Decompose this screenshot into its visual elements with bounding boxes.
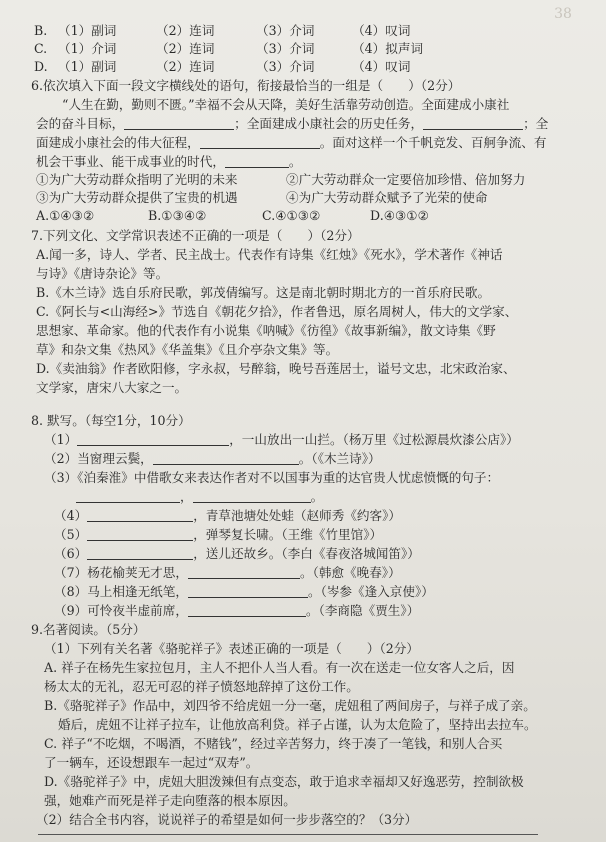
q8-item-2: （2）当窗理云鬓， 。（《木兰诗》） xyxy=(44,451,381,466)
q9-option-b-line1[interactable]: B.《骆驼祥子》作品中，刘四爷不给虎妞一分一毫，虎妞租了两间房子，与祥子成了亲。 xyxy=(44,698,536,713)
q8-item-7: （7）杨花榆荚无才思， 。（韩愈《晚春》） xyxy=(54,565,401,580)
q8-item-5: （5） ，弹琴复长啸。（王维《竹里馆》） xyxy=(54,527,383,542)
q8-item-8: （8）马上相逢无纸笔， 。（岑参《逢入京使》） xyxy=(54,584,434,599)
q8-item-3-blanks: ， 。 xyxy=(76,489,323,505)
q8-blank-5[interactable] xyxy=(87,528,193,541)
q7-option-c-line1[interactable]: C.《阿长与<山海经>》节选自《朝花夕拾》，作者鲁迅，原名周树人，伟大的文学家、 xyxy=(36,304,518,319)
q7-option-c-line2: 思想家、革命家。他的代表作有小说集《呐喊》《彷徨》《故事新编》，散文诗集《野 xyxy=(36,323,496,338)
q9-option-c-line1[interactable]: C. 祥子“不吃烟，不喝酒，不赌钱”，经过辛苦努力，终于凑了一笔钱，和别人合买 xyxy=(44,736,503,751)
q9-option-b-line2: 婚后，虎妞不让祥子拉车，让他放高利贷。祥子占谨，认为太危险了，坚持出去拉车。 xyxy=(58,717,537,732)
q7-option-c-line3: 草》和杂文集《热风》《华盖集》《且介亭杂文集》等。 xyxy=(36,342,339,357)
q6-blank-2[interactable] xyxy=(423,117,523,130)
q8-item-4: （4） ，青草池塘处处蛙（赵师秀《约客》） xyxy=(54,508,401,523)
q8-blank-7[interactable] xyxy=(188,566,300,579)
q6-choice-3: ③为广大劳动群众提供了宝贵的机遇 xyxy=(36,190,238,205)
q7-option-a-line1[interactable]: A.闻一多，诗人、学者、民主战士。代表作有诗集《红烛》《死水》，学术著作《神话 xyxy=(36,247,503,262)
q6-answer-d[interactable]: D.④③①② xyxy=(370,208,429,223)
q5-option-d[interactable]: D. （1）副词 （2）连词 （3）介词 （4）叹词 xyxy=(34,59,411,74)
q8-item-3: （3）《泊秦淮》中借歌女来表达作者对不以国事为重的达官贵人忧虑愤慨的句子： xyxy=(44,470,500,485)
q8-blank-1[interactable] xyxy=(77,433,229,446)
q6-blank-4[interactable] xyxy=(225,155,289,168)
q9-stem: 9.名著阅读。（5分） xyxy=(31,622,146,637)
q6-answer-a[interactable]: A.①④③② xyxy=(36,208,95,223)
q8-blank-3a[interactable] xyxy=(76,490,180,503)
faded-score-mark: 38 xyxy=(554,6,572,22)
q9-answer-line[interactable] xyxy=(38,834,538,835)
q9-sub1-stem: （1）下列有关名著《骆驼祥子》表述正确的一项是（ ）（2分） xyxy=(44,641,419,656)
q6-paragraph-line4: 机会干事业、能干成事业的时代， 。 xyxy=(36,154,302,169)
q5-option-b[interactable]: B. （1）副词 （2）连词 （3）介词 （4）叹词 xyxy=(34,23,411,38)
q6-answers xyxy=(36,208,429,224)
q8-item-1: （1） ，一山放出一山拦。（杨万里《过松源晨炊漆公店》） xyxy=(44,432,519,447)
q7-option-d-line1[interactable]: D.《卖油翁》作者欧阳修，字永叔，号醉翁，晚号吾莲居士，谥号文忠，北宋政治家、 xyxy=(36,361,516,376)
q6-paragraph-line3: 面建成小康社会的伟大征程， 。面对这样一个千帆竞发、百舸争流、有 xyxy=(36,135,547,150)
q8-item-9: （9）可怜夜半虚前席， 。（李商隐《贾生》） xyxy=(54,603,420,618)
q8-blank-6[interactable] xyxy=(87,547,193,560)
q6-choice-2: ②广大劳动群众一定要倍加珍惜、倍加努力 xyxy=(286,172,526,187)
q6-paragraph-line2: 会的奋斗目标， ；全面建成小康社会的历史任务， ；全 xyxy=(36,116,549,131)
q8-blank-4[interactable] xyxy=(87,509,193,522)
q5-option-c[interactable]: C. （1）介词 （2）连词 （3）介词 （4）拟声词 xyxy=(34,41,424,56)
q8-blank-3b[interactable] xyxy=(193,490,311,503)
q8-stem: 8. 默写。（每空1分，10分） xyxy=(31,413,191,428)
q9-sub2-stem: （2）结合全书内容，说说祥子的希望是如何一步步落空的？（3分） xyxy=(36,812,418,827)
q7-option-a-line2: 与诗》《唐诗杂论》等。 xyxy=(36,266,169,281)
q9-option-a-line2: 杨太太的无礼，忍无可忍的祥子愤怒地辞掉了这份工作。 xyxy=(44,679,359,694)
q7-option-b[interactable]: B.《木兰诗》选自乐府民歌，郭茂倩编写。这是南北朝时期北方的一首乐府民歌。 xyxy=(36,285,491,300)
q7-stem: 7.下列文化、文学常识表述不正确的一项是（ ）（2分） xyxy=(31,228,360,243)
q9-option-c-line2: 了一辆车，还设想跟车一起过“双寿”。 xyxy=(44,755,259,770)
q7-option-d-line2: 文学家，唐宋八大家之一。 xyxy=(36,380,188,395)
q8-blank-9[interactable] xyxy=(188,604,306,617)
q8-blank-2[interactable] xyxy=(153,452,299,465)
q6-choice-1: ①为广大劳动群众指明了光明的未来 xyxy=(36,172,238,187)
q8-item-6: （6） ，送儿还故乡。（李白《春夜洛城闻笛》） xyxy=(54,546,420,561)
q6-answer-c[interactable]: C.④①③② xyxy=(262,208,321,223)
q6-paragraph-line1: “人生在勤，勤则不匮。”幸福不会从天降，美好生活靠劳动创造。全面建成小康社 xyxy=(62,97,510,112)
q9-option-d-line1[interactable]: D.《骆驼祥子》中，虎妞大胆泼辣但有点变态，敢于追求幸福却又好逸恶劳，控制欲极 xyxy=(44,774,524,789)
q6-choice-4: ④为广大劳动群众赋予了光荣的使命 xyxy=(286,190,488,205)
q6-stem: 6.依次填入下面一段文字横线处的语句，衔接最恰当的一组是（ ）（2分） xyxy=(31,78,461,93)
q6-answer-b[interactable]: B.①③④② xyxy=(148,208,207,223)
q9-option-a-line1[interactable]: A. 祥子在杨先生家拉包月，主人不把仆人当人看。有一次在送走一位女客人之后，因 xyxy=(44,660,515,675)
q6-blank-3[interactable] xyxy=(200,136,320,149)
q6-blank-1[interactable] xyxy=(124,117,234,130)
q8-blank-8[interactable] xyxy=(188,585,308,598)
q9-option-d-line2: 强，她难产而死是祥子走向堕落的根本原因。 xyxy=(44,793,296,808)
